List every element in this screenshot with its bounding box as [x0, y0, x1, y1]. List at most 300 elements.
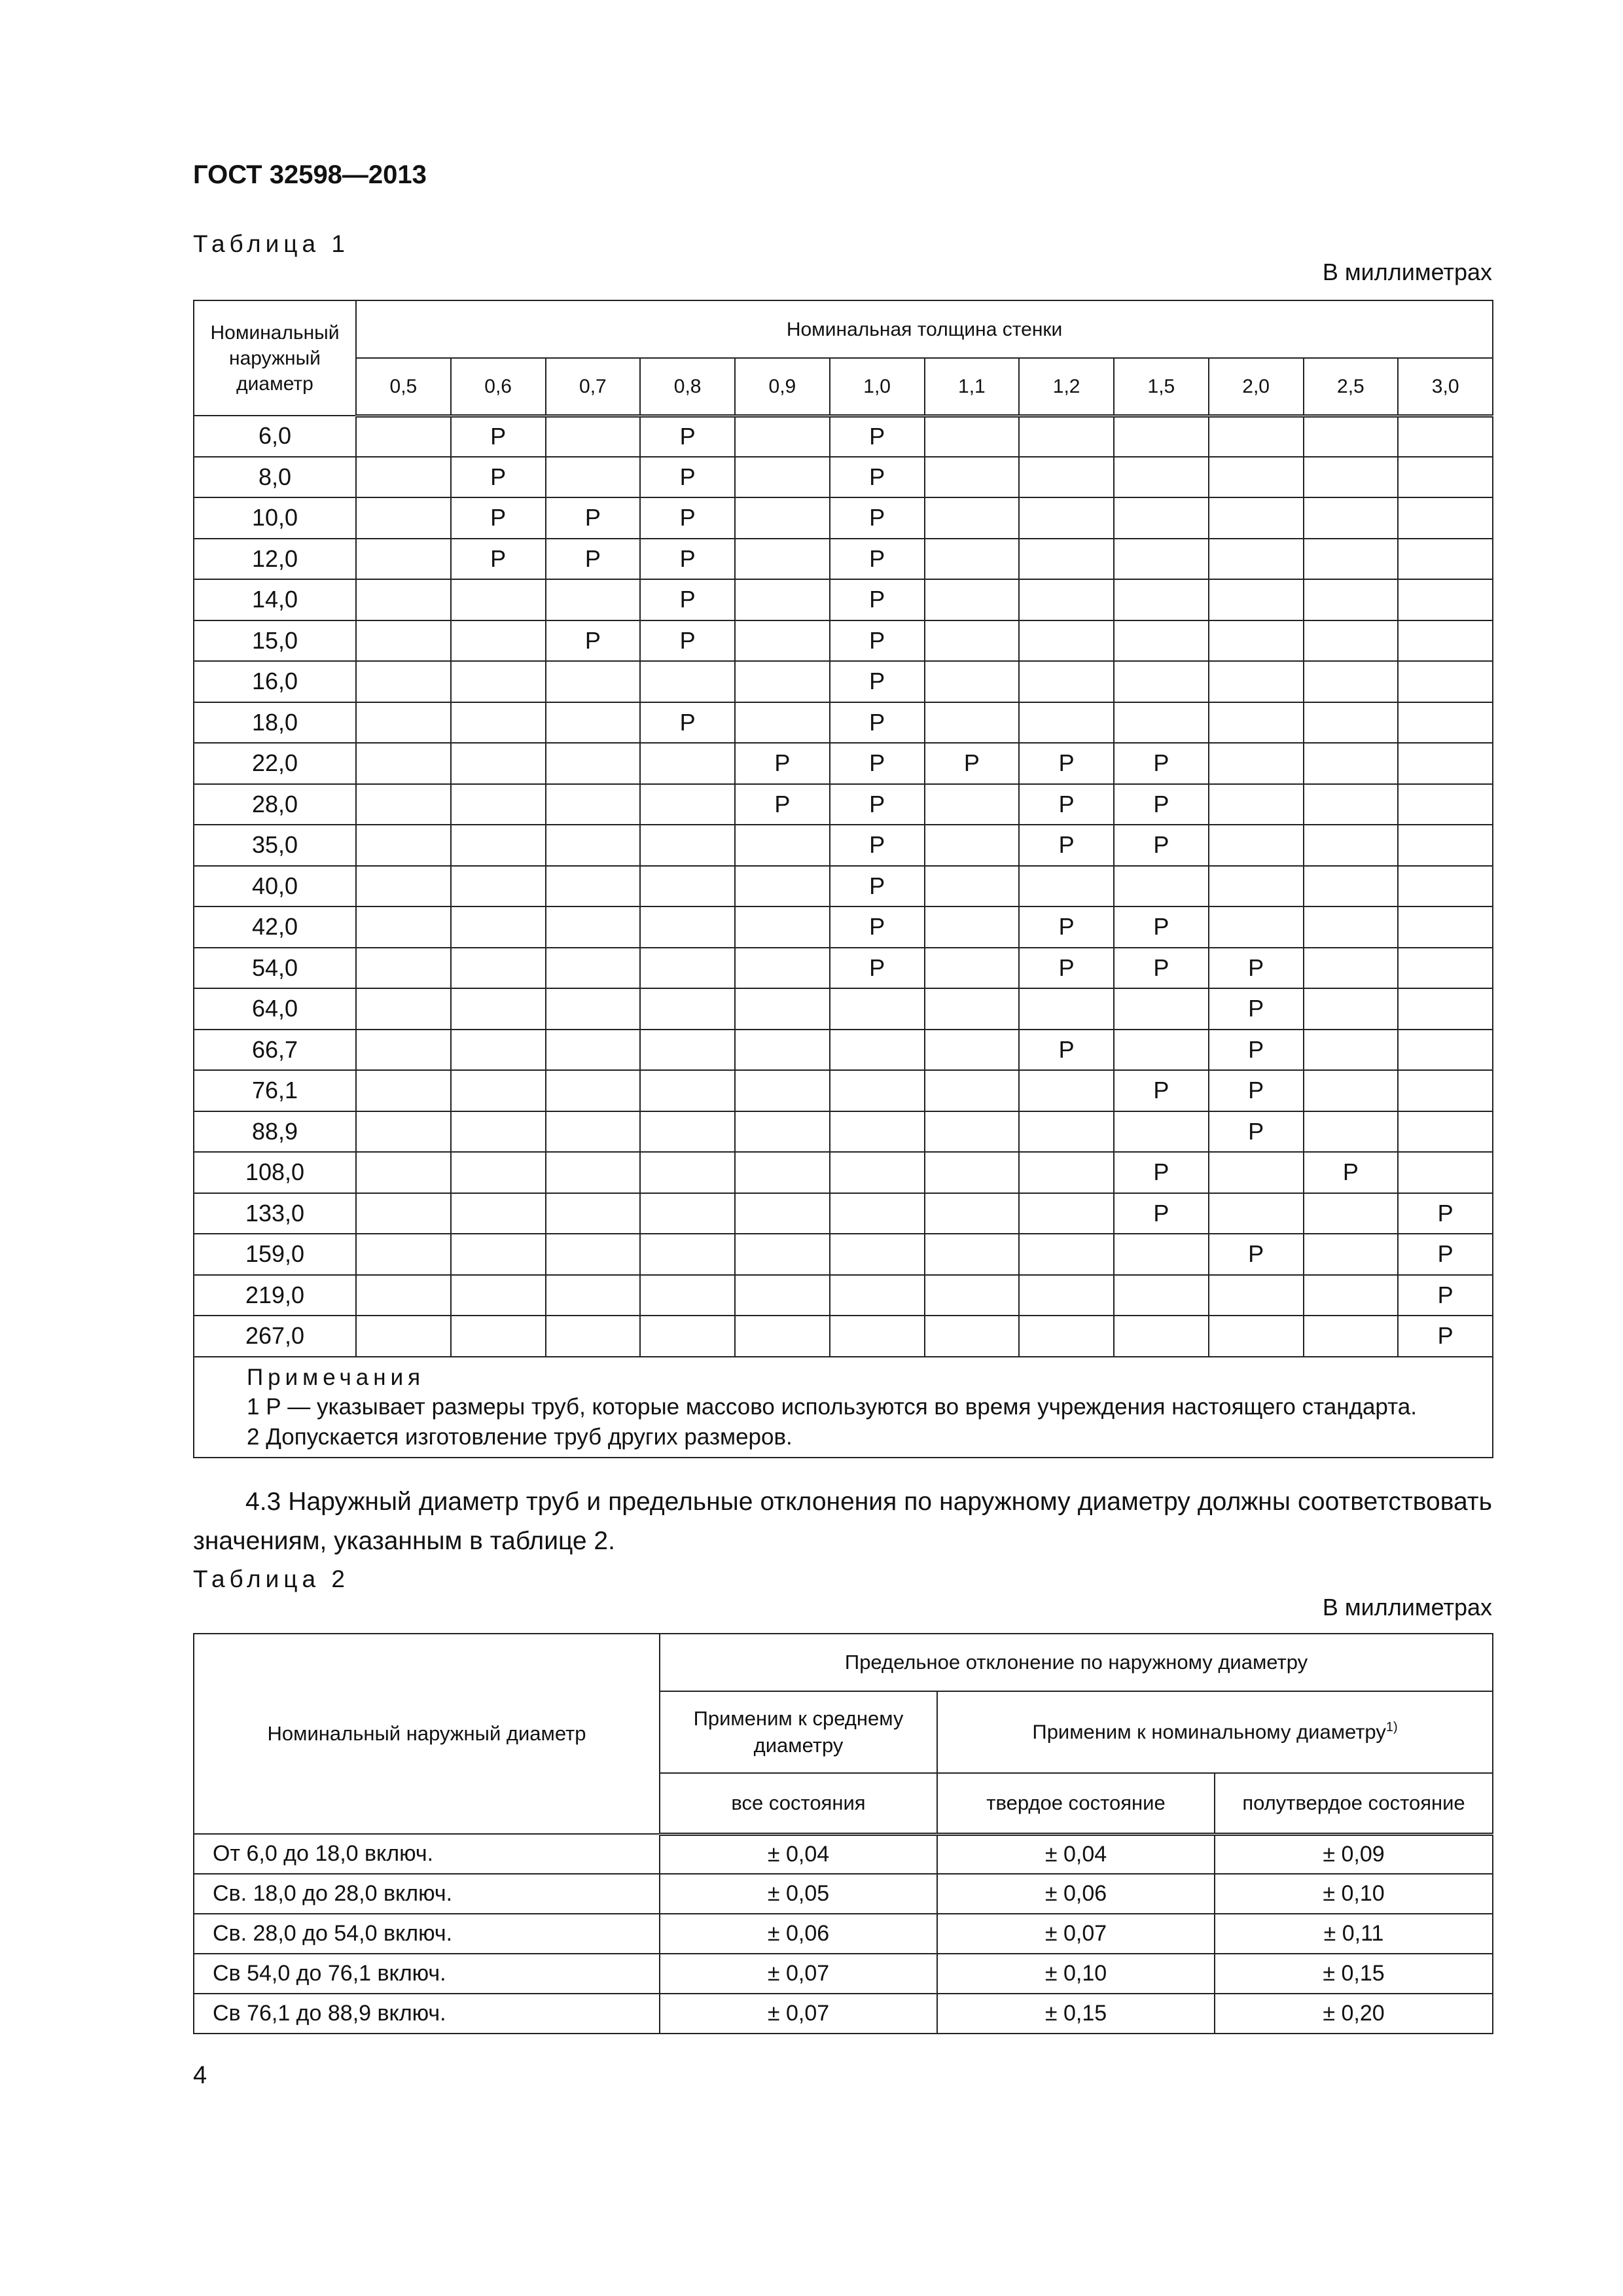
- mark-cell: [925, 702, 1020, 744]
- mark-cell: [1398, 497, 1493, 539]
- table2-state-hard: твердое состояние: [937, 1773, 1215, 1834]
- diameter-cell: 28,0: [194, 784, 356, 825]
- mark-cell: [640, 1275, 735, 1316]
- mark-cell: [735, 1193, 830, 1234]
- mark-cell: P: [830, 457, 925, 498]
- mark-cell: [640, 948, 735, 989]
- mark-cell: [1209, 497, 1304, 539]
- mark-cell: [640, 743, 735, 784]
- table1-notes: [194, 1357, 1493, 1458]
- diameter-cell: 108,0: [194, 1152, 356, 1193]
- table-row: [194, 743, 1493, 784]
- mark-cell: [925, 1070, 1020, 1111]
- mark-cell: [1398, 702, 1493, 744]
- mark-cell: [1209, 620, 1304, 662]
- table-row: [194, 1316, 1493, 1357]
- thickness-header-cell: 1,1: [925, 358, 1020, 416]
- mark-cell: [1019, 579, 1114, 620]
- mark-cell: [1209, 539, 1304, 580]
- mark-cell: [1398, 906, 1493, 948]
- table-row: [194, 497, 1493, 539]
- mark-cell: P: [1209, 1111, 1304, 1153]
- mark-cell: [640, 1316, 735, 1357]
- deviation-all-cell: ± 0,07: [660, 1994, 937, 2034]
- table1-thickness-row: [194, 358, 1493, 416]
- mark-cell: [925, 1193, 1020, 1234]
- mark-cell: [1304, 743, 1399, 784]
- diameter-cell: 42,0: [194, 906, 356, 948]
- table2-state-half: полутвердое состояние: [1215, 1773, 1493, 1834]
- mark-cell: [356, 906, 451, 948]
- mark-cell: [1304, 906, 1399, 948]
- mark-cell: [1019, 988, 1114, 1030]
- mark-cell: [925, 620, 1020, 662]
- thickness-header-cell: 2,5: [1304, 358, 1399, 416]
- thickness-header-cell: 0,7: [546, 358, 641, 416]
- mark-cell: P: [1019, 906, 1114, 948]
- mark-cell: [356, 1030, 451, 1071]
- mark-cell: [1019, 1152, 1114, 1193]
- table1-units: В миллиметрах: [1322, 259, 1492, 285]
- mark-cell: [1209, 457, 1304, 498]
- range-cell: Св. 28,0 до 54,0 включ.: [194, 1914, 660, 1954]
- mark-cell: [356, 784, 451, 825]
- mark-cell: [546, 1111, 641, 1153]
- table-row: [194, 1070, 1493, 1111]
- mark-cell: P: [1209, 1070, 1304, 1111]
- mark-cell: [735, 1030, 830, 1071]
- deviation-hard-cell: ± 0,04: [937, 1834, 1215, 1874]
- thickness-header-cell: 0,8: [640, 358, 735, 416]
- mark-cell: P: [1114, 784, 1209, 825]
- deviation-half-cell: ± 0,20: [1215, 1994, 1493, 2034]
- mark-cell: [1114, 416, 1209, 457]
- mark-cell: [546, 416, 641, 457]
- table-row: [194, 1834, 1493, 1874]
- mark-cell: [451, 1030, 546, 1071]
- mark-cell: P: [830, 416, 925, 457]
- mark-cell: [735, 866, 830, 907]
- mark-cell: [1114, 866, 1209, 907]
- table-row: [194, 661, 1493, 702]
- mark-cell: [735, 702, 830, 744]
- mark-cell: P: [830, 539, 925, 580]
- mark-cell: P: [830, 784, 925, 825]
- mark-cell: [546, 457, 641, 498]
- mark-cell: [735, 988, 830, 1030]
- mark-cell: [451, 1316, 546, 1357]
- mark-cell: [1114, 1234, 1209, 1275]
- mark-cell: [735, 1111, 830, 1153]
- mark-cell: [1398, 743, 1493, 784]
- mark-cell: [451, 1070, 546, 1111]
- mark-cell: [1304, 620, 1399, 662]
- mark-cell: P: [1209, 948, 1304, 989]
- mark-cell: P: [1019, 1030, 1114, 1071]
- deviation-hard-cell: ± 0,06: [937, 1874, 1215, 1914]
- diameter-cell: 8,0: [194, 457, 356, 498]
- mark-cell: P: [830, 866, 925, 907]
- thickness-header-cell: 1,2: [1019, 358, 1114, 416]
- table2-units: В миллиметрах: [1322, 1594, 1492, 1621]
- mark-cell: [1209, 416, 1304, 457]
- mark-cell: [735, 579, 830, 620]
- mark-cell: P: [830, 702, 925, 744]
- mark-cell: [356, 497, 451, 539]
- mark-cell: P: [830, 579, 925, 620]
- mark-cell: [451, 866, 546, 907]
- mark-cell: [735, 497, 830, 539]
- diameter-cell: 64,0: [194, 988, 356, 1030]
- mark-cell: [1019, 457, 1114, 498]
- mark-cell: [546, 1070, 641, 1111]
- table2-state-all: все состояния: [660, 1773, 937, 1834]
- mark-cell: [1304, 661, 1399, 702]
- mark-cell: [925, 416, 1020, 457]
- mark-cell: [925, 825, 1020, 866]
- mark-cell: [451, 1193, 546, 1234]
- mark-cell: [1114, 457, 1209, 498]
- table2: [193, 1633, 1493, 2034]
- deviation-hard-cell: ± 0,07: [937, 1914, 1215, 1954]
- mark-cell: [830, 1275, 925, 1316]
- mark-cell: P: [1114, 743, 1209, 784]
- mark-cell: P: [640, 457, 735, 498]
- mark-cell: [546, 661, 641, 702]
- thickness-header-cell: 3,0: [1398, 358, 1493, 416]
- mark-cell: [1398, 825, 1493, 866]
- mark-cell: [830, 1316, 925, 1357]
- mark-cell: [1114, 1111, 1209, 1153]
- mark-cell: [925, 1316, 1020, 1357]
- table2-nominal-header: Применим к номинальному диаметру$^{1)}$: [937, 1691, 1493, 1773]
- mark-cell: [1209, 1152, 1304, 1193]
- mark-cell: [1398, 579, 1493, 620]
- mark-cell: [735, 661, 830, 702]
- table1-thickness-header: Номинальная толщина стенки: [356, 300, 1493, 358]
- table-row: [194, 866, 1493, 907]
- mark-cell: [640, 988, 735, 1030]
- mark-cell: [451, 1111, 546, 1153]
- mark-cell: [451, 1152, 546, 1193]
- mark-cell: [356, 1152, 451, 1193]
- mark-cell: [1304, 1275, 1399, 1316]
- mark-cell: P: [640, 702, 735, 744]
- mark-cell: [451, 948, 546, 989]
- mark-cell: [640, 1111, 735, 1153]
- diameter-cell: 22,0: [194, 743, 356, 784]
- mark-cell: P: [1398, 1193, 1493, 1234]
- mark-cell: [546, 948, 641, 989]
- mark-cell: [1114, 579, 1209, 620]
- mark-cell: P: [830, 825, 925, 866]
- table-row: [194, 906, 1493, 948]
- mark-cell: [1398, 988, 1493, 1030]
- mark-cell: [356, 539, 451, 580]
- mark-cell: [1114, 702, 1209, 744]
- mark-cell: [1019, 1111, 1114, 1153]
- mark-cell: P: [546, 497, 641, 539]
- mark-cell: [546, 866, 641, 907]
- mark-cell: [356, 579, 451, 620]
- mark-cell: [1209, 1275, 1304, 1316]
- mark-cell: [1209, 906, 1304, 948]
- mark-cell: P: [830, 743, 925, 784]
- mark-cell: [925, 988, 1020, 1030]
- deviation-all-cell: ± 0,07: [660, 1954, 937, 1994]
- mark-cell: [451, 620, 546, 662]
- mark-cell: [1114, 1316, 1209, 1357]
- deviation-hard-cell: ± 0,10: [937, 1954, 1215, 1994]
- table1-diameter-header: Номинальный наружный диаметр: [194, 300, 356, 416]
- mark-cell: P: [1304, 1152, 1399, 1193]
- mark-cell: [1019, 1193, 1114, 1234]
- mark-cell: P: [451, 416, 546, 457]
- mark-cell: [1019, 1070, 1114, 1111]
- mark-cell: [356, 1111, 451, 1153]
- mark-cell: [451, 661, 546, 702]
- mark-cell: P: [1114, 1193, 1209, 1234]
- mark-cell: P: [830, 497, 925, 539]
- mark-cell: P: [546, 620, 641, 662]
- mark-cell: [1398, 866, 1493, 907]
- mark-cell: [356, 1234, 451, 1275]
- mark-cell: [356, 825, 451, 866]
- mark-cell: [1019, 1316, 1114, 1357]
- table1-label: Таблица 1: [193, 230, 349, 257]
- table-row: [194, 1152, 1493, 1193]
- mark-cell: [356, 1193, 451, 1234]
- thickness-header-cell: 0,6: [451, 358, 546, 416]
- mark-cell: [546, 988, 641, 1030]
- mark-cell: [356, 457, 451, 498]
- mark-cell: [451, 988, 546, 1030]
- diameter-cell: 76,1: [194, 1070, 356, 1111]
- mark-cell: [1304, 1030, 1399, 1071]
- mark-cell: [1019, 661, 1114, 702]
- mark-cell: [1304, 988, 1399, 1030]
- thickness-header-cell: 2,0: [1209, 358, 1304, 416]
- mark-cell: [1304, 948, 1399, 989]
- mark-cell: [356, 743, 451, 784]
- mark-cell: [1398, 1111, 1493, 1153]
- diameter-cell: 15,0: [194, 620, 356, 662]
- mark-cell: [735, 416, 830, 457]
- table-row: [194, 948, 1493, 989]
- table-row: [194, 1874, 1493, 1914]
- thickness-header-cell: 0,9: [735, 358, 830, 416]
- mark-cell: P: [1114, 1152, 1209, 1193]
- table-row: [194, 1234, 1493, 1275]
- mark-cell: P: [735, 784, 830, 825]
- mark-cell: [925, 1030, 1020, 1071]
- deviation-half-cell: ± 0,11: [1215, 1914, 1493, 1954]
- mark-cell: P: [925, 743, 1020, 784]
- mark-cell: [1209, 825, 1304, 866]
- mark-cell: [546, 906, 641, 948]
- mark-cell: [640, 1152, 735, 1193]
- mark-cell: [1209, 661, 1304, 702]
- mark-cell: P: [1019, 743, 1114, 784]
- thickness-header-cell: 1,0: [830, 358, 925, 416]
- mark-cell: [1019, 866, 1114, 907]
- mark-cell: P: [1398, 1234, 1493, 1275]
- table-row: [194, 825, 1493, 866]
- mark-cell: [925, 661, 1020, 702]
- mark-cell: P: [1114, 948, 1209, 989]
- mark-cell: [356, 620, 451, 662]
- mark-cell: P: [640, 620, 735, 662]
- mark-cell: [1209, 1193, 1304, 1234]
- mark-cell: [1114, 1275, 1209, 1316]
- mark-cell: [1019, 1275, 1114, 1316]
- mark-cell: [830, 1111, 925, 1153]
- table-row: [194, 988, 1493, 1030]
- mark-cell: [451, 906, 546, 948]
- mark-cell: [356, 866, 451, 907]
- mark-cell: [735, 1316, 830, 1357]
- deviation-half-cell: ± 0,09: [1215, 1834, 1493, 1874]
- table2-label: Таблица 2: [193, 1566, 349, 1592]
- mark-cell: [925, 906, 1020, 948]
- mark-cell: [735, 906, 830, 948]
- mark-cell: [1304, 866, 1399, 907]
- diameter-cell: 88,9: [194, 1111, 356, 1153]
- mark-cell: [640, 1234, 735, 1275]
- mark-cell: [640, 661, 735, 702]
- mark-cell: P: [546, 539, 641, 580]
- mark-cell: [1209, 702, 1304, 744]
- mark-cell: [735, 1275, 830, 1316]
- diameter-cell: 16,0: [194, 661, 356, 702]
- mark-cell: [1304, 1234, 1399, 1275]
- mark-cell: P: [1019, 825, 1114, 866]
- mark-cell: P: [640, 497, 735, 539]
- mark-cell: P: [640, 579, 735, 620]
- mark-cell: [356, 416, 451, 457]
- mark-cell: P: [1209, 988, 1304, 1030]
- deviation-hard-cell: ± 0,15: [937, 1994, 1215, 2034]
- diameter-cell: 35,0: [194, 825, 356, 866]
- mark-cell: [1398, 784, 1493, 825]
- mark-cell: [925, 1152, 1020, 1193]
- mark-cell: [546, 1193, 641, 1234]
- mark-cell: P: [1209, 1234, 1304, 1275]
- diameter-cell: 133,0: [194, 1193, 356, 1234]
- mark-cell: [1019, 497, 1114, 539]
- mark-cell: [735, 620, 830, 662]
- mark-cell: P: [451, 457, 546, 498]
- mark-cell: [1398, 1070, 1493, 1111]
- mark-cell: P: [1398, 1316, 1493, 1357]
- mark-cell: [1304, 497, 1399, 539]
- mark-cell: P: [1209, 1030, 1304, 1071]
- mark-cell: [1398, 539, 1493, 580]
- mark-cell: [451, 1275, 546, 1316]
- mark-cell: [830, 988, 925, 1030]
- document-header: ГОСТ 32598—2013: [193, 160, 427, 189]
- mark-cell: [546, 784, 641, 825]
- mark-cell: [640, 1193, 735, 1234]
- mark-cell: [356, 948, 451, 989]
- mark-cell: [1114, 1030, 1209, 1071]
- mark-cell: [1019, 1234, 1114, 1275]
- mark-cell: [451, 1234, 546, 1275]
- mark-cell: [1209, 866, 1304, 907]
- mark-cell: [1304, 416, 1399, 457]
- mark-cell: [356, 1070, 451, 1111]
- table2-mean-header: Применим к среднему диаметру: [660, 1691, 937, 1773]
- table2-deviation-header: Предельное отклонение по наружному диаметру: [660, 1634, 1493, 1691]
- mark-cell: [1398, 1030, 1493, 1071]
- mark-cell: [1398, 457, 1493, 498]
- mark-cell: [1398, 661, 1493, 702]
- mark-cell: [1209, 784, 1304, 825]
- mark-cell: [546, 1316, 641, 1357]
- mark-cell: P: [451, 497, 546, 539]
- mark-cell: [451, 579, 546, 620]
- mark-cell: P: [735, 743, 830, 784]
- mark-cell: [830, 1030, 925, 1071]
- mark-cell: [1304, 539, 1399, 580]
- mark-cell: [1304, 1316, 1399, 1357]
- range-cell: Св 54,0 до 76,1 включ.: [194, 1954, 660, 1994]
- table-row: [194, 539, 1493, 580]
- footnote-mark: 1): [1385, 1720, 1398, 1735]
- notes-title: Примечания: [247, 1364, 425, 1390]
- mark-cell: [546, 1030, 641, 1071]
- mark-cell: [830, 1070, 925, 1111]
- mark-cell: P: [640, 539, 735, 580]
- diameter-cell: 14,0: [194, 579, 356, 620]
- table-row: [194, 1914, 1493, 1954]
- mark-cell: [1398, 1152, 1493, 1193]
- mark-cell: [451, 825, 546, 866]
- mark-cell: [640, 1030, 735, 1071]
- mark-cell: [1209, 743, 1304, 784]
- mark-cell: [1114, 539, 1209, 580]
- mark-cell: [830, 1152, 925, 1193]
- diameter-cell: 10,0: [194, 497, 356, 539]
- mark-cell: [356, 1316, 451, 1357]
- mark-cell: [451, 743, 546, 784]
- paragraph-4-3: 4.3 Наружный диаметр труб и предельные отклонения по наружному диаметру должны соответствовать значениям, указанным в таблице 2.: [193, 1488, 1492, 1555]
- mark-cell: P: [830, 906, 925, 948]
- mark-cell: [925, 457, 1020, 498]
- mark-cell: [356, 988, 451, 1030]
- mark-cell: [1114, 620, 1209, 662]
- deviation-half-cell: ± 0,10: [1215, 1874, 1493, 1914]
- table-row: [194, 702, 1493, 744]
- diameter-cell: 267,0: [194, 1316, 356, 1357]
- mark-cell: [830, 1193, 925, 1234]
- mark-cell: [1114, 988, 1209, 1030]
- mark-cell: [1304, 784, 1399, 825]
- mark-cell: [1304, 579, 1399, 620]
- table-row: [194, 457, 1493, 498]
- mark-cell: [640, 784, 735, 825]
- mark-cell: [1304, 825, 1399, 866]
- mark-cell: [1209, 579, 1304, 620]
- mark-cell: [546, 702, 641, 744]
- mark-cell: [1304, 457, 1399, 498]
- mark-cell: [546, 743, 641, 784]
- mark-cell: [356, 661, 451, 702]
- mark-cell: [735, 948, 830, 989]
- mark-cell: [1114, 661, 1209, 702]
- mark-cell: [735, 1152, 830, 1193]
- mark-cell: [735, 1070, 830, 1111]
